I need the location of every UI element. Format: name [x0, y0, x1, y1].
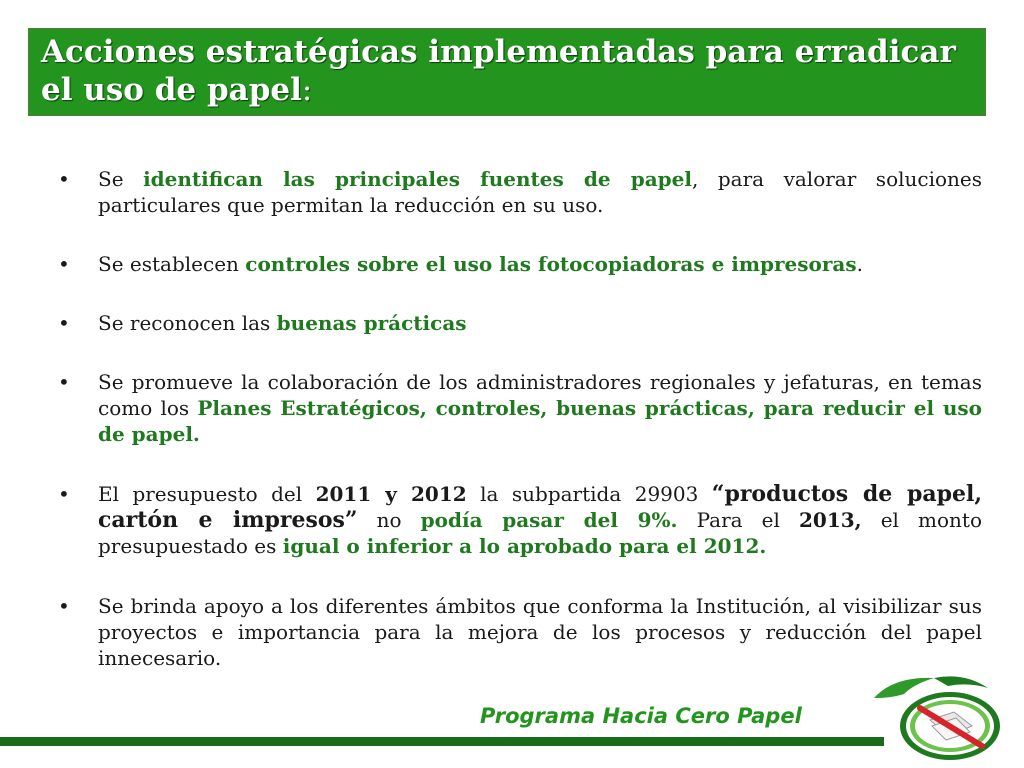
text-segment: Se reconocen las	[98, 311, 277, 335]
no-paper-logo-icon	[864, 668, 1004, 764]
bullet-item-2	[58, 251, 982, 277]
text-segment: Para el	[677, 508, 799, 532]
text-segment: el monto presupuestado es	[98, 508, 982, 558]
text-segment: El presupuesto del	[98, 482, 316, 506]
bullet-item-6	[58, 593, 982, 671]
title-colon: :	[301, 72, 313, 108]
quote-segment: “productos de papel, cartón e impresos”	[98, 481, 983, 533]
bullet-item-4	[58, 369, 982, 447]
highlight-segment: identifican las principales fuentes de papel	[143, 167, 692, 191]
highlight-segment: podía pasar del 9%.	[420, 508, 678, 532]
title-line-2: el uso de papel	[41, 72, 302, 108]
text-segment: no	[357, 508, 421, 532]
text-segment: .	[856, 252, 863, 276]
bullet-dot: •	[58, 167, 70, 191]
highlight-segment: controles sobre el uso las fotocopiadoras e impresoras	[245, 252, 857, 276]
slide-title	[28, 28, 986, 116]
text-segment: Se	[98, 167, 144, 191]
bullet-dot: •	[58, 482, 70, 506]
highlight-segment: buenas prácticas	[276, 311, 467, 335]
title-line-1: Acciones estratégicas implementadas para erradicar	[41, 34, 956, 70]
program-name: Programa Hacia Cero Papel	[480, 704, 802, 728]
text-segment: Se promueve la colaboración de los administradores regionales y jefaturas, en temas como los	[98, 370, 982, 420]
bold-segment: 2013,	[798, 508, 862, 532]
bullet-list	[58, 166, 982, 671]
bullet-dot: •	[58, 594, 70, 618]
bold-segment: 2011 y 2012	[315, 482, 467, 506]
title-line-2-row	[41, 71, 973, 109]
bullet-item-5	[58, 481, 982, 559]
text-segment: , para valorar soluciones particulares que permitan la reducción en su uso.	[98, 167, 983, 217]
footer-line	[0, 737, 884, 746]
highlight-segment: igual o inferior a lo aprobado para el 2012.	[282, 534, 767, 558]
bullet-dot: •	[58, 370, 70, 394]
text-segment: Se establecen	[98, 252, 246, 276]
bullet-dot: •	[58, 311, 70, 335]
text-segment: la subpartida 29903	[466, 482, 712, 506]
bullet-item-1	[58, 166, 982, 218]
bullet-dot: •	[58, 252, 70, 276]
bullet-item-3	[58, 310, 982, 336]
highlight-segment: Planes Estratégicos, controles, buenas prácticas, para reducir el uso de papel.	[98, 396, 982, 446]
text-segment: Se brinda apoyo a los diferentes ámbitos que conforma la Institución, al visibilizar sus proyectos e importancia para la mejora de los procesos y reducción del papel innecesario.	[98, 594, 982, 670]
